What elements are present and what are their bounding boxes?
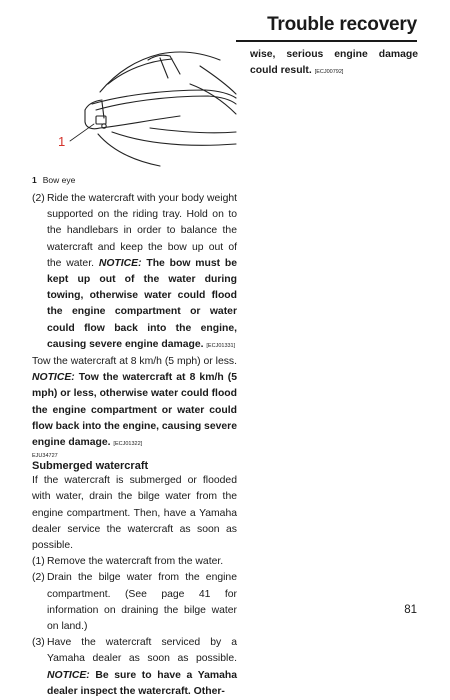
reference-code: [ECJ01331]: [206, 342, 236, 349]
section-paragraph: If the watercraft is submerged or flooded with water, drain the bilge water from the engine compartment. Then, have a Yamaha dealer service the watercraft as soon as possible.: [32, 475, 237, 552]
notice-text: Tow the watercraft at 8 km/h (5 mph) or less, otherwise water could flood the engine compartment or water could flow back into the engine, causing severe engine damage.: [32, 372, 237, 449]
step-text: Have the watercraft serviced by a Yamaha dealer as soon as possible.: [47, 637, 237, 665]
caption-number: 1: [32, 175, 37, 185]
step-number: (2): [32, 193, 45, 204]
notice-text: The bow must be kept up out of the water during towing, otherwise water could flood the engine compartment or water could flow back into the engine, causing severe engine damage.: [47, 257, 238, 350]
page-header: [0, 0, 450, 42]
figure-caption: [32, 175, 75, 185]
step-text: Remove the watercraft from the water.: [47, 556, 224, 568]
notice-label: NOTICE:: [47, 669, 90, 681]
section-code: EJU34727: [32, 453, 58, 460]
left-column: [32, 191, 237, 700]
step-text: Ride the watercraft with your body weight supported on the riding tray. Hold on to the handlebars in order to balance the watercraft and keep the bow up out of the water.: [47, 193, 238, 269]
notice-text: Be sure to have a Yamaha dealer inspect the watercraft. Other-: [47, 669, 238, 697]
step-1-remove: [32, 554, 237, 570]
right-column: [250, 47, 418, 80]
step-number: (3): [32, 637, 45, 649]
tow-paragraph: [32, 354, 237, 452]
bow-eye-illustration: [30, 44, 238, 172]
page-title: Trouble recovery: [267, 14, 417, 35]
step-number: (1): [32, 556, 45, 568]
step-number: (2): [32, 572, 45, 584]
notice-label: NOTICE:: [98, 257, 142, 269]
header-rule: [236, 40, 417, 42]
caption-label: Bow eye: [42, 175, 76, 185]
reference-code: [ECJ00792]: [314, 69, 344, 76]
reference-code: [ECJ01322]: [113, 441, 143, 448]
notice-label: NOTICE:: [32, 372, 75, 384]
step-2-ride: [32, 191, 237, 354]
callout-number: 1: [58, 134, 66, 149]
section-title: Submerged watercraft: [32, 460, 149, 473]
notice-continuation: wise, serious engine damage could result.: [250, 49, 418, 77]
page-number: 81: [404, 604, 417, 616]
step-2-drain: [32, 570, 237, 635]
tow-text: Tow the watercraft at 8 km/h (5 mph) or less.: [32, 356, 237, 368]
step-3-service: [32, 635, 237, 700]
step-text: Drain the bilge water from the engine compartment. (See page 41 for information on draining the bilge water on land.): [47, 572, 237, 633]
